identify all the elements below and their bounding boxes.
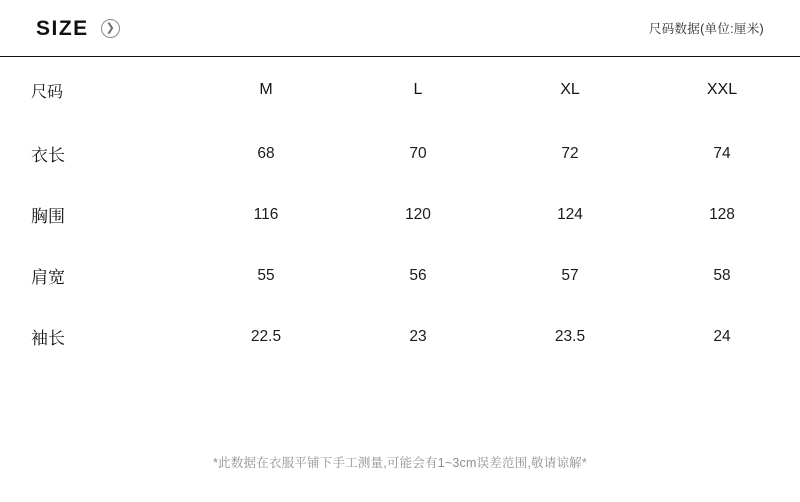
- column-header-xl: XL: [560, 81, 580, 98]
- row-value: 22.5: [250, 327, 282, 345]
- row-value: 74: [713, 144, 731, 162]
- row-value: 55: [257, 266, 275, 284]
- row-value: 23: [409, 327, 427, 345]
- row-value: 128: [709, 205, 735, 223]
- page-title: SIZE: [36, 16, 89, 40]
- row-value: 57: [561, 266, 579, 284]
- header-left-group: [36, 18, 120, 39]
- unit-note: 尺码数据(单位:厘米): [648, 22, 764, 36]
- row-value: 72: [561, 144, 579, 162]
- row-label: 袖长: [31, 329, 65, 348]
- table-row: [0, 306, 800, 367]
- column-header-label: 尺码: [31, 83, 64, 101]
- row-value: 24: [713, 327, 731, 345]
- column-header-m: M: [259, 81, 273, 98]
- table-row: [0, 184, 800, 245]
- chevron-right-circle-icon: ❯: [101, 19, 120, 38]
- row-value: 70: [409, 144, 427, 162]
- row-label: 胸围: [31, 207, 65, 226]
- row-value: 58: [713, 266, 731, 284]
- row-value: 116: [253, 205, 279, 223]
- table-row: [0, 123, 800, 184]
- column-header-l: L: [413, 81, 423, 98]
- row-value: 68: [257, 144, 275, 162]
- table-row: [0, 245, 800, 306]
- row-value: 56: [409, 266, 427, 284]
- size-table: [0, 57, 800, 367]
- row-value: 124: [557, 205, 583, 223]
- measurement-footnote: *此数据在衣服平铺下手工测量,可能会有1~3cm误差范围,敬请谅解*: [213, 456, 587, 470]
- row-label: 肩宽: [31, 268, 65, 287]
- row-value: 23.5: [554, 327, 586, 345]
- column-header-xxl: XXL: [706, 81, 738, 98]
- table-header-row: [0, 57, 800, 123]
- row-value: 120: [405, 205, 431, 223]
- row-label: 衣长: [31, 146, 65, 165]
- size-chart-header: [0, 0, 800, 57]
